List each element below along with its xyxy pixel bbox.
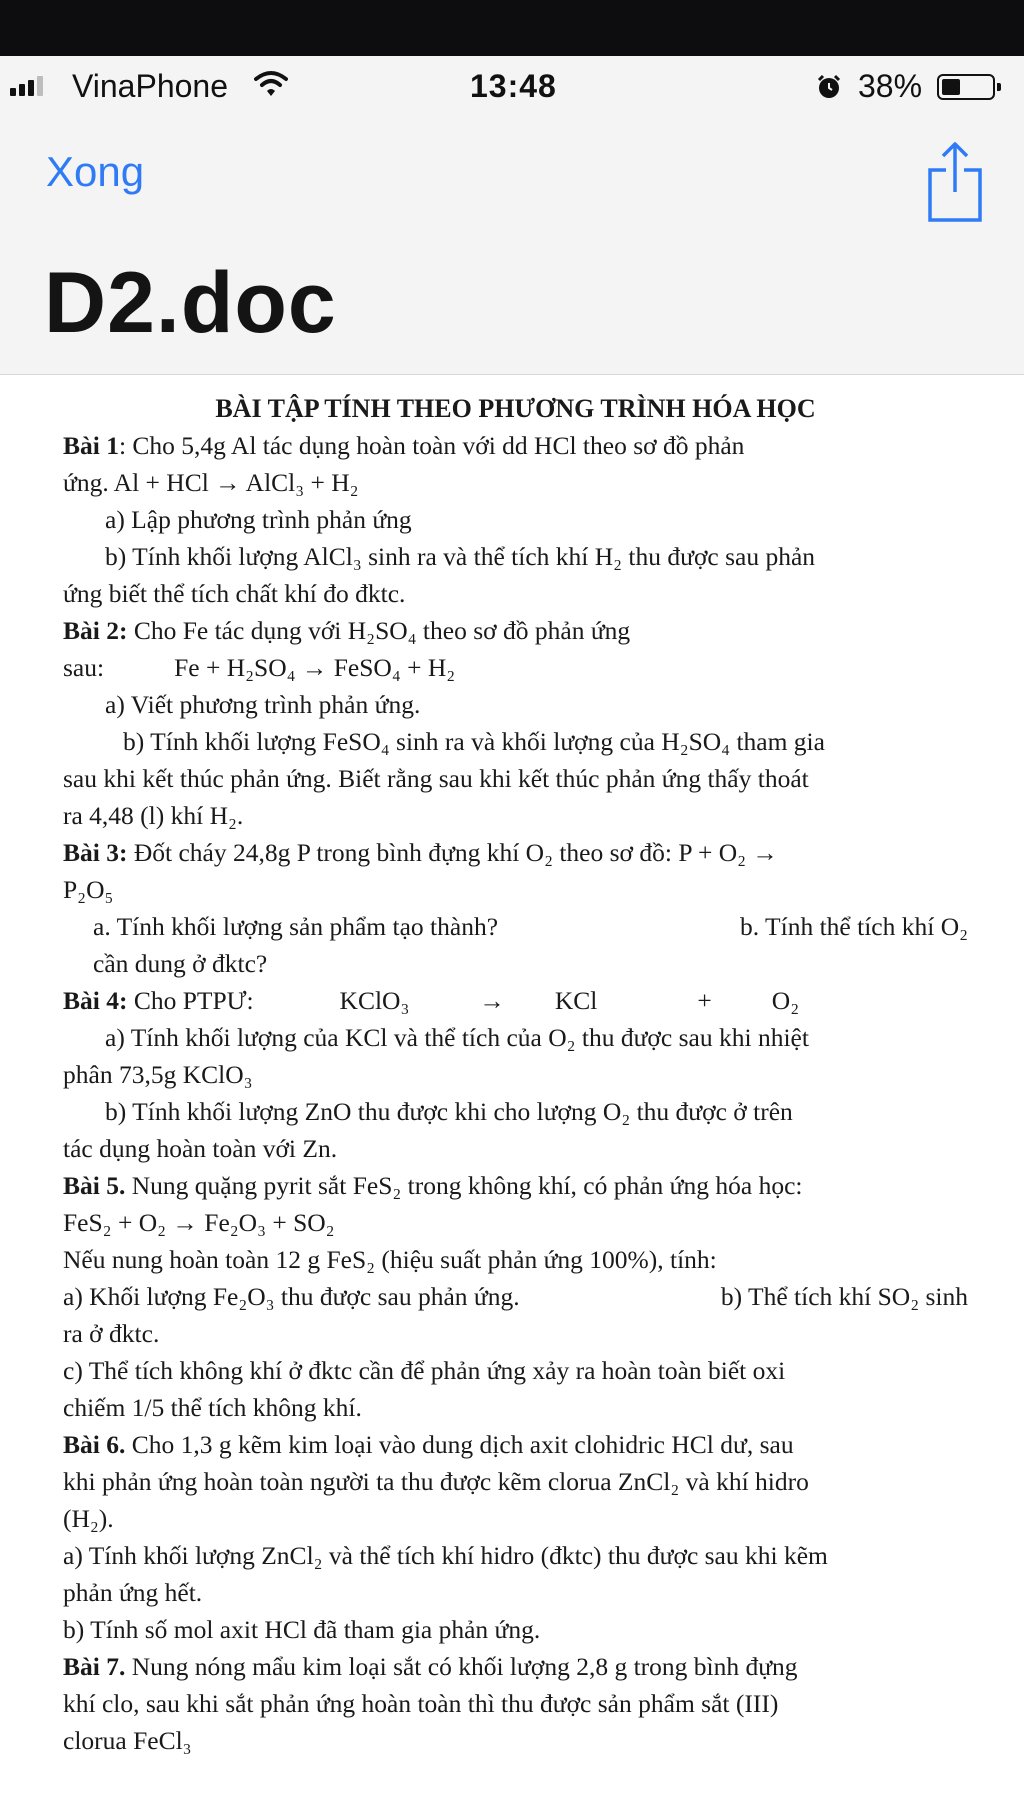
- bai6-line2: khi phản ứng hoàn toàn người ta thu được kẽm clorua ZnCl₂ và khí hidro: [63, 1467, 809, 1496]
- bai6-line1: Bài 6. Cho 1,3 g kẽm kim loại vào dung dịch axit clohidric HCl dư, sau: [63, 1430, 794, 1459]
- bai5-c2: chiếm 1/5 thể tích không khí.: [63, 1393, 362, 1422]
- bai6-line3: (H₂).: [63, 1504, 114, 1533]
- bai5-line2: Nếu nung hoàn toàn 12 g FeS₂ (hiệu suất phản ứng 100%), tính:: [63, 1245, 717, 1274]
- navigation-bar: [0, 114, 1024, 375]
- bai4-b: b) Tính khối lượng ZnO thu được khi cho lượng O₂ thu được ở trên: [105, 1097, 793, 1126]
- bai2-b: b) Tính khối lượng FeSO₄ sinh ra và khối lượng của H₂SO₄ tham gia: [123, 727, 825, 756]
- bai1-line2: ứng. Al + HCl → AlCl₃ + H₂: [63, 468, 359, 497]
- document-content: [63, 390, 968, 1759]
- bai3-line2: P₂O₅: [63, 875, 114, 904]
- battery-percent: 38%: [858, 68, 923, 104]
- bai4-b2: tác dụng hoàn toàn với Zn.: [63, 1134, 338, 1163]
- alarm-icon: [816, 74, 842, 100]
- status-bar: [0, 56, 1024, 114]
- bai6-a2: phản ứng hết.: [63, 1578, 203, 1607]
- bai3-ab: a. Tính khối lượng sản phẩm tạo thành? b. Tính thể tích khí O₂: [93, 912, 968, 941]
- bai5-b2: ra ở đktc.: [63, 1319, 160, 1348]
- bai3-a2: cần dung ở đktc?: [93, 949, 268, 978]
- page-title: D2.doc: [44, 255, 337, 351]
- bai7-line1: Bài 7. Nung nóng mẩu kim loại sắt có khối lượng 2,8 g trong bình đựng: [63, 1652, 798, 1681]
- signal-icon: [10, 76, 43, 96]
- done-button[interactable]: Xong: [46, 148, 145, 195]
- bai1-line1: Bài 1: Cho 5,4g Al tác dụng hoàn toàn với dd HCl theo sơ đồ phản: [63, 431, 745, 460]
- bai2-b3: ra 4,48 (l) khí H₂.: [63, 801, 244, 830]
- bai5-line1: Bài 5. Nung quặng pyrit sắt FeS₂ trong không khí, có phản ứng hóa học:: [63, 1171, 803, 1200]
- bai7-line2: khí clo, sau khi sắt phản ứng hoàn toàn thì thu được sản phẩm sắt (III): [63, 1689, 779, 1718]
- bai2-b2: sau khi kết thúc phản ứng. Biết rằng sau khi kết thúc phản ứng thấy thoát: [63, 764, 809, 793]
- bai5-eq: FeS₂ + O₂ → Fe₂O₃ + SO₂: [63, 1208, 335, 1237]
- bai1-b2: ứng biết thể tích chất khí đo đktc.: [63, 579, 406, 608]
- bai2-line2: sau: Fe + H₂SO₄ → FeSO₄ + H₂: [63, 653, 456, 682]
- status-time: 13:48: [470, 68, 557, 104]
- doc-heading: BÀI TẬP TÍNH THEO PHƯƠNG TRÌNH HÓA HỌC: [215, 394, 816, 423]
- top-black-band: [0, 0, 1024, 56]
- bai2-line1: Bài 2: Cho Fe tác dụng với H₂SO₄ theo sơ đồ phản ứng: [63, 616, 631, 645]
- bai2-a: a) Viết phương trình phản ứng.: [105, 690, 421, 719]
- bai5-c: c) Thể tích không khí ở đktc cần để phản ứng xảy ra hoàn toàn biết oxi: [63, 1356, 786, 1385]
- share-icon[interactable]: [926, 134, 984, 224]
- bai4-a: a) Tính khối lượng của KCl và thể tích của O₂ thu được sau khi nhiệt: [105, 1023, 809, 1052]
- bai1-a: a) Lập phương trình phản ứng: [105, 505, 412, 534]
- bai1-b: b) Tính khối lượng AlCl₃ sinh ra và thể tích khí H₂ thu được sau phản: [105, 542, 816, 571]
- wifi-icon: [254, 70, 288, 98]
- bai4-line1: Bài 4: Cho PTPƯ: KClO₃ → KCl + O₂: [63, 986, 800, 1015]
- bai3-line1: Bài 3: Đốt cháy 24,8g P trong bình đựng khí O₂ theo sơ đồ: P + O₂ →: [63, 838, 778, 867]
- battery-icon: [937, 74, 995, 100]
- bai6-a: a) Tính khối lượng ZnCl₂ và thể tích khí hidro (đktc) thu được sau khi kẽm: [63, 1541, 828, 1570]
- battery-fill: [942, 79, 960, 95]
- bai6-b: b) Tính số mol axit HCl đã tham gia phản ứng.: [63, 1615, 541, 1644]
- bai5-ab: a) Khối lượng Fe₂O₃ thu được sau phản ứng. b) Thể tích khí SO₂ sinh: [63, 1282, 968, 1311]
- bai4-a2: phân 73,5g KClO₃: [63, 1060, 253, 1089]
- bai7-line3: clorua FeCl₃: [63, 1726, 192, 1755]
- carrier-name: VinaPhone: [72, 68, 228, 104]
